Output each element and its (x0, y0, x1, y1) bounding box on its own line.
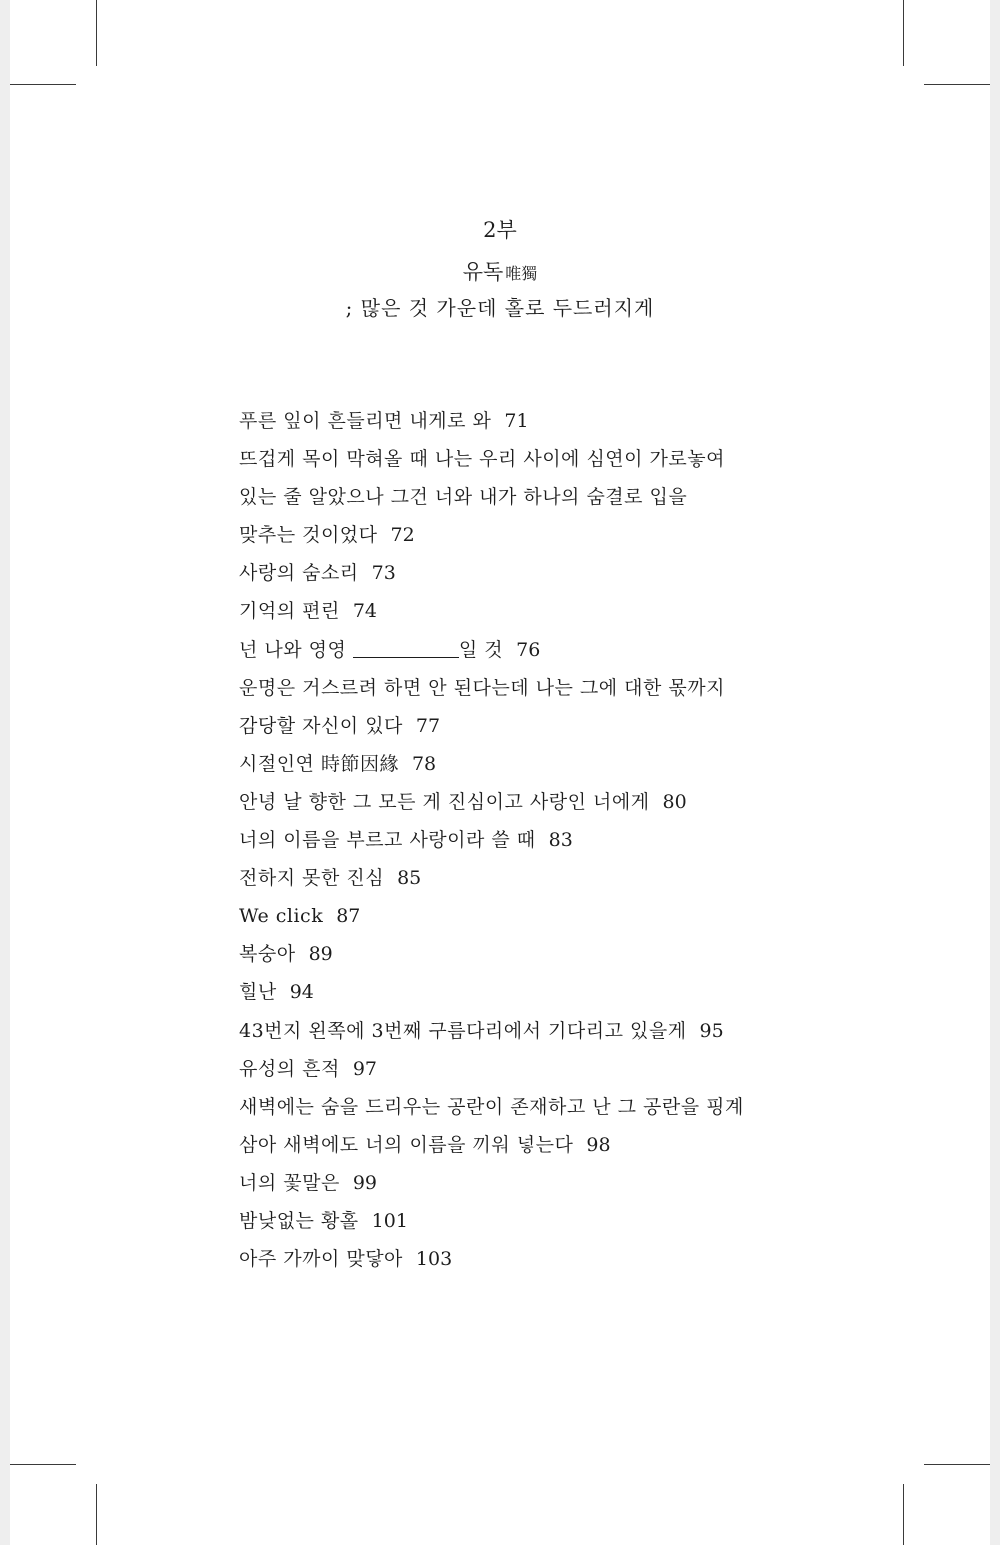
toc-page-number: 101 (371, 1209, 408, 1232)
crop-mark-bottom-right-vertical (903, 1484, 904, 1545)
toc-entry (239, 1202, 744, 1240)
toc-page-number: 72 (390, 524, 415, 547)
toc-entry-title: 기억의 편린 (239, 600, 340, 623)
crop-mark-top-left-vertical (96, 0, 97, 66)
part-name (0, 256, 1000, 286)
toc-entry-title: 감당할 자신이 있다 (239, 714, 403, 737)
toc-page-number: 95 (699, 1019, 724, 1042)
toc-page-number: 98 (586, 1133, 611, 1156)
toc-entry-title: We click (239, 905, 324, 928)
toc-entry-title: 힐난 (239, 981, 277, 1004)
crop-mark-top-right-vertical (903, 0, 904, 66)
toc-entry-title: 새벽에는 숨을 드리우는 공란이 존재하고 난 그 공란을 핑계 (239, 1095, 744, 1118)
crop-mark-top-right-horizontal (924, 84, 990, 85)
toc-entry-title: 너의 꽃말은 (239, 1171, 340, 1194)
crop-mark-bottom-left-vertical (96, 1484, 97, 1545)
toc-page-number: 73 (371, 562, 396, 585)
toc-page-number: 83 (548, 829, 573, 852)
toc-page-number: 94 (289, 981, 314, 1004)
part-subtitle: ; 많은 것 가운데 홀로 두드러지게 (345, 296, 655, 320)
crop-mark-bottom-right-horizontal (924, 1464, 990, 1465)
toc-entry (239, 1164, 744, 1202)
toc-entry (239, 592, 744, 630)
toc-entry-title: 있는 줄 알았으나 그건 너와 내가 하나의 숨결로 입을 (239, 486, 688, 509)
toc-entry-title: 복숭아 (239, 943, 296, 966)
toc-entry (239, 821, 744, 859)
toc-entry-title: 시절인연 時節因緣 (239, 752, 399, 775)
toc-entry-title: 43번지 왼쪽에 3번째 구름다리에서 기다리고 있을게 (239, 1019, 687, 1042)
toc-page-number: 78 (411, 752, 437, 775)
toc-entry-title: 유성의 흔적 (239, 1057, 340, 1080)
toc-entry-title: 너의 이름을 부르고 사랑이라 쓸 때 (239, 829, 536, 852)
toc-entry (239, 783, 744, 821)
toc-page-number: 99 (352, 1171, 377, 1194)
toc-entry (239, 554, 744, 592)
part-title: 2부 (483, 218, 517, 242)
toc-page-number: 85 (397, 867, 422, 890)
toc-entry-title: 사랑의 숨소리 (239, 562, 359, 585)
toc-entry (239, 669, 744, 707)
toc-entry (239, 1050, 744, 1088)
toc-entry (239, 440, 744, 478)
toc-entry-title-continued: 일 것 (458, 638, 504, 661)
toc-entry-title: 넌 나와 영영 (239, 638, 347, 661)
crop-mark-bottom-left-horizontal (10, 1464, 76, 1465)
toc-entry (239, 707, 744, 745)
table-of-contents (239, 402, 744, 1278)
toc-entry (239, 973, 744, 1011)
toc-page-number: 87 (336, 905, 361, 928)
toc-entry-title: 안녕 날 향한 그 모든 게 진심이고 사랑인 너에게 (239, 790, 650, 813)
toc-entry (239, 516, 744, 554)
part-name-hanja: 唯獨 (505, 264, 538, 283)
fill-in-blank-line (353, 633, 459, 658)
toc-entry (239, 402, 744, 440)
toc-entry (239, 935, 744, 973)
toc-page-number: 71 (504, 410, 529, 432)
toc-entry-title: 전하지 못한 진심 (239, 867, 385, 890)
toc-entry (239, 1012, 744, 1050)
toc-page-number: 76 (516, 638, 541, 661)
toc-entry-title: 맞추는 것이었다 (239, 524, 378, 547)
toc-entry-title: 운명은 거스르려 하면 안 된다는데 나는 그에 대한 몫까지 (239, 676, 725, 699)
toc-entry (239, 1240, 744, 1278)
toc-entry (239, 897, 744, 935)
crop-mark-top-left-horizontal (10, 84, 76, 85)
toc-entry (239, 478, 744, 516)
toc-entry (239, 631, 744, 669)
toc-page-number: 97 (352, 1057, 377, 1080)
toc-page-number: 103 (415, 1248, 453, 1271)
toc-entry-title: 뜨겁게 목이 막혀올 때 나는 우리 사이에 심연이 가로놓여 (239, 448, 725, 471)
toc-entry-title: 아주 가까이 맞닿아 (239, 1248, 403, 1271)
toc-page-number: 77 (415, 714, 441, 737)
toc-entry (239, 859, 744, 897)
toc-entry (239, 745, 744, 783)
toc-page-number: 74 (352, 600, 377, 623)
toc-entry-title: 밤낮없는 황홀 (239, 1209, 359, 1232)
toc-page-number: 80 (662, 790, 687, 813)
part-name-hangul: 유독 (462, 260, 504, 284)
toc-entry (239, 1126, 744, 1164)
toc-entry (239, 1088, 744, 1126)
toc-entry-title: 푸른 잎이 흔들리면 내게로 와 (239, 410, 492, 432)
toc-page-number: 89 (308, 943, 333, 966)
toc-entry-title: 삼아 새벽에도 너의 이름을 끼워 넣는다 (239, 1133, 574, 1156)
